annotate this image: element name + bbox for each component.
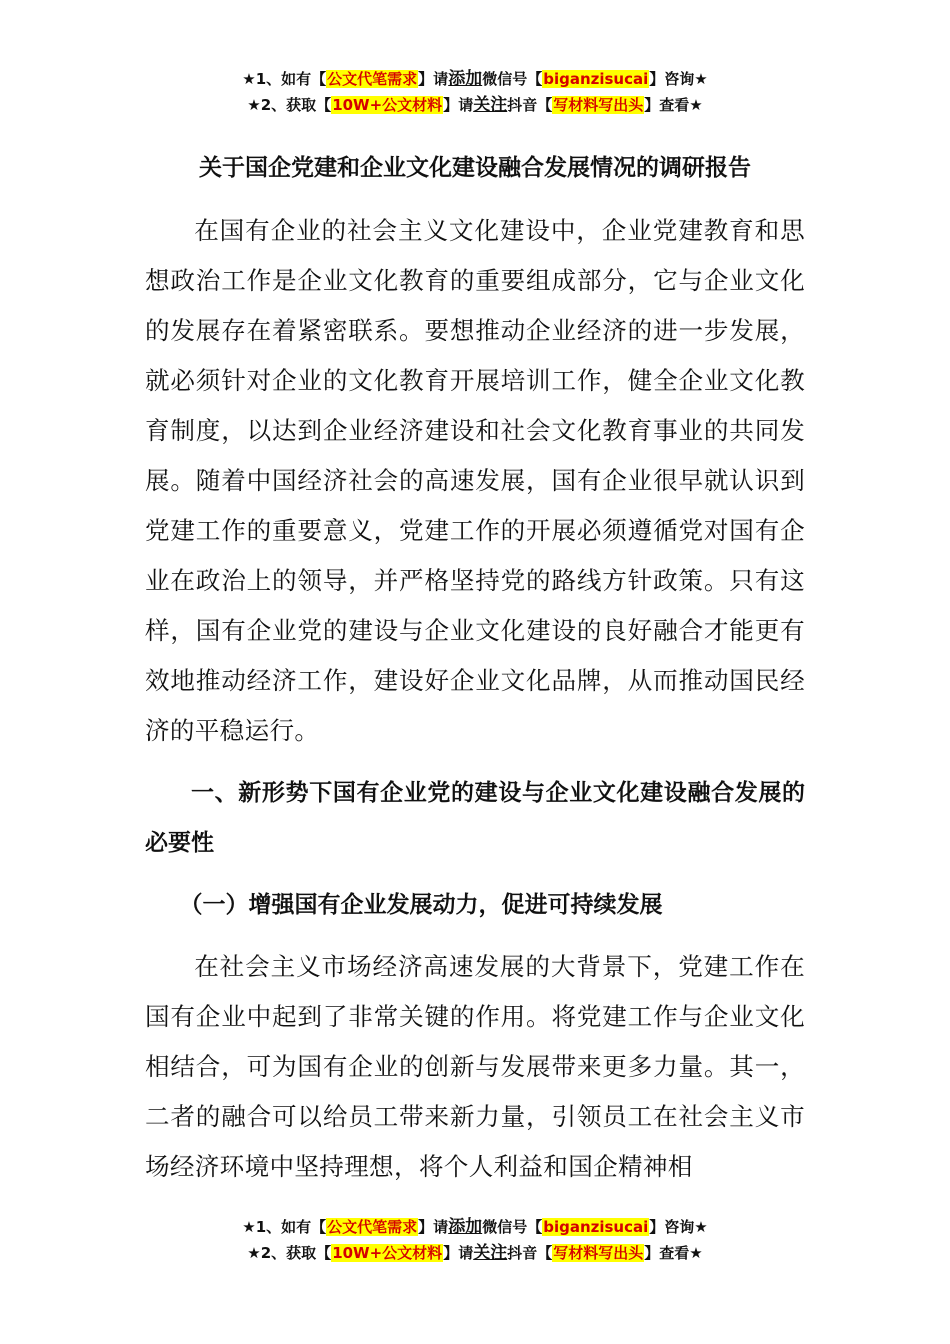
banner-text: ★1、如有【	[242, 70, 327, 88]
banner-emphasis: 关注	[473, 95, 508, 115]
banner-highlight: 10W+公文材料	[332, 96, 443, 114]
banner-emphasis: 添加	[448, 69, 483, 89]
banner-line-2	[0, 92, 950, 118]
banner-text: 】请	[443, 96, 474, 114]
banner-text: 】查看★	[644, 1244, 703, 1262]
intro-paragraph: 在国有企业的社会主义文化建设中，企业党建教育和思想政治工作是企业文化教育的重要组成部分，它与企业文化的发展存在着紧密联系。要想推动企业经济的进一步发展，就必须针对企业的文化教育开展培训工作，健全企业文化教育制度，以达到企业经济建设和社会文化教育事业的共同发展。随着中国经济社会的高速发展，国有企业很早就认识到党建工作的重要意义，党建工作的开展必须遵循党对国有企业在政治上的领导，并严格坚持党的路线方针政策。只有这样，国有企业党的建设与企业文化建设的良好融合才能更有效地推动经济工作，建设好企业文化品牌，从而推动国民经济的平稳运行。	[145, 216, 805, 745]
banner-text: 】查看★	[644, 96, 703, 114]
banner-wechat-id: biganzisucai	[543, 1218, 649, 1236]
footer-banner	[0, 1214, 950, 1266]
banner-text: ★2、获取【	[247, 96, 332, 114]
subsection-paragraph: 在社会主义市场经济高速发展的大背景下，党建工作在国有企业中起到了非常关键的作用。将党建工作与企业文化相结合，可为国有企业的创新与发展带来更多力量。其一，二者的融合可以给员工带来新力量，引领员工在社会主义市场经济环境中坚持理想，将个人利益和国企精神相	[145, 952, 805, 1181]
banner-text: ★1、如有【	[242, 1218, 327, 1236]
header-banner	[0, 66, 950, 118]
section-heading: 一、新形势下国有企业党的建设与企业文化建设融合发展的必要性	[145, 780, 805, 856]
banner-highlight: 公文代笔需求	[327, 70, 418, 88]
subsection-heading: （一）增强国有企业发展动力，促进可持续发展	[179, 892, 663, 918]
document-body	[145, 148, 805, 1192]
banner-text: 】请	[418, 1218, 449, 1236]
banner-line-2	[0, 1240, 950, 1266]
banner-text: 】咨询★	[649, 1218, 708, 1236]
banner-text: 】咨询★	[649, 70, 708, 88]
banner-text: 微信号【	[482, 1218, 543, 1236]
banner-douyin-id: 写材料写出头	[553, 1244, 644, 1262]
banner-text: 微信号【	[482, 70, 543, 88]
banner-douyin-id: 写材料写出头	[553, 96, 644, 114]
banner-line-1	[0, 1214, 950, 1240]
banner-emphasis: 关注	[473, 1243, 508, 1263]
document-title: 关于国企党建和企业文化建设融合发展情况的调研报告	[199, 155, 751, 181]
banner-highlight: 公文代笔需求	[327, 1218, 418, 1236]
banner-text: 抖音【	[507, 96, 553, 114]
banner-text: 抖音【	[507, 1244, 553, 1262]
banner-emphasis: 添加	[448, 1217, 483, 1237]
banner-highlight: 10W+公文材料	[332, 1244, 443, 1262]
banner-line-1	[0, 66, 950, 92]
banner-wechat-id: biganzisucai	[543, 70, 649, 88]
banner-text: ★2、获取【	[247, 1244, 332, 1262]
banner-text: 】请	[443, 1244, 474, 1262]
banner-text: 】请	[418, 70, 449, 88]
